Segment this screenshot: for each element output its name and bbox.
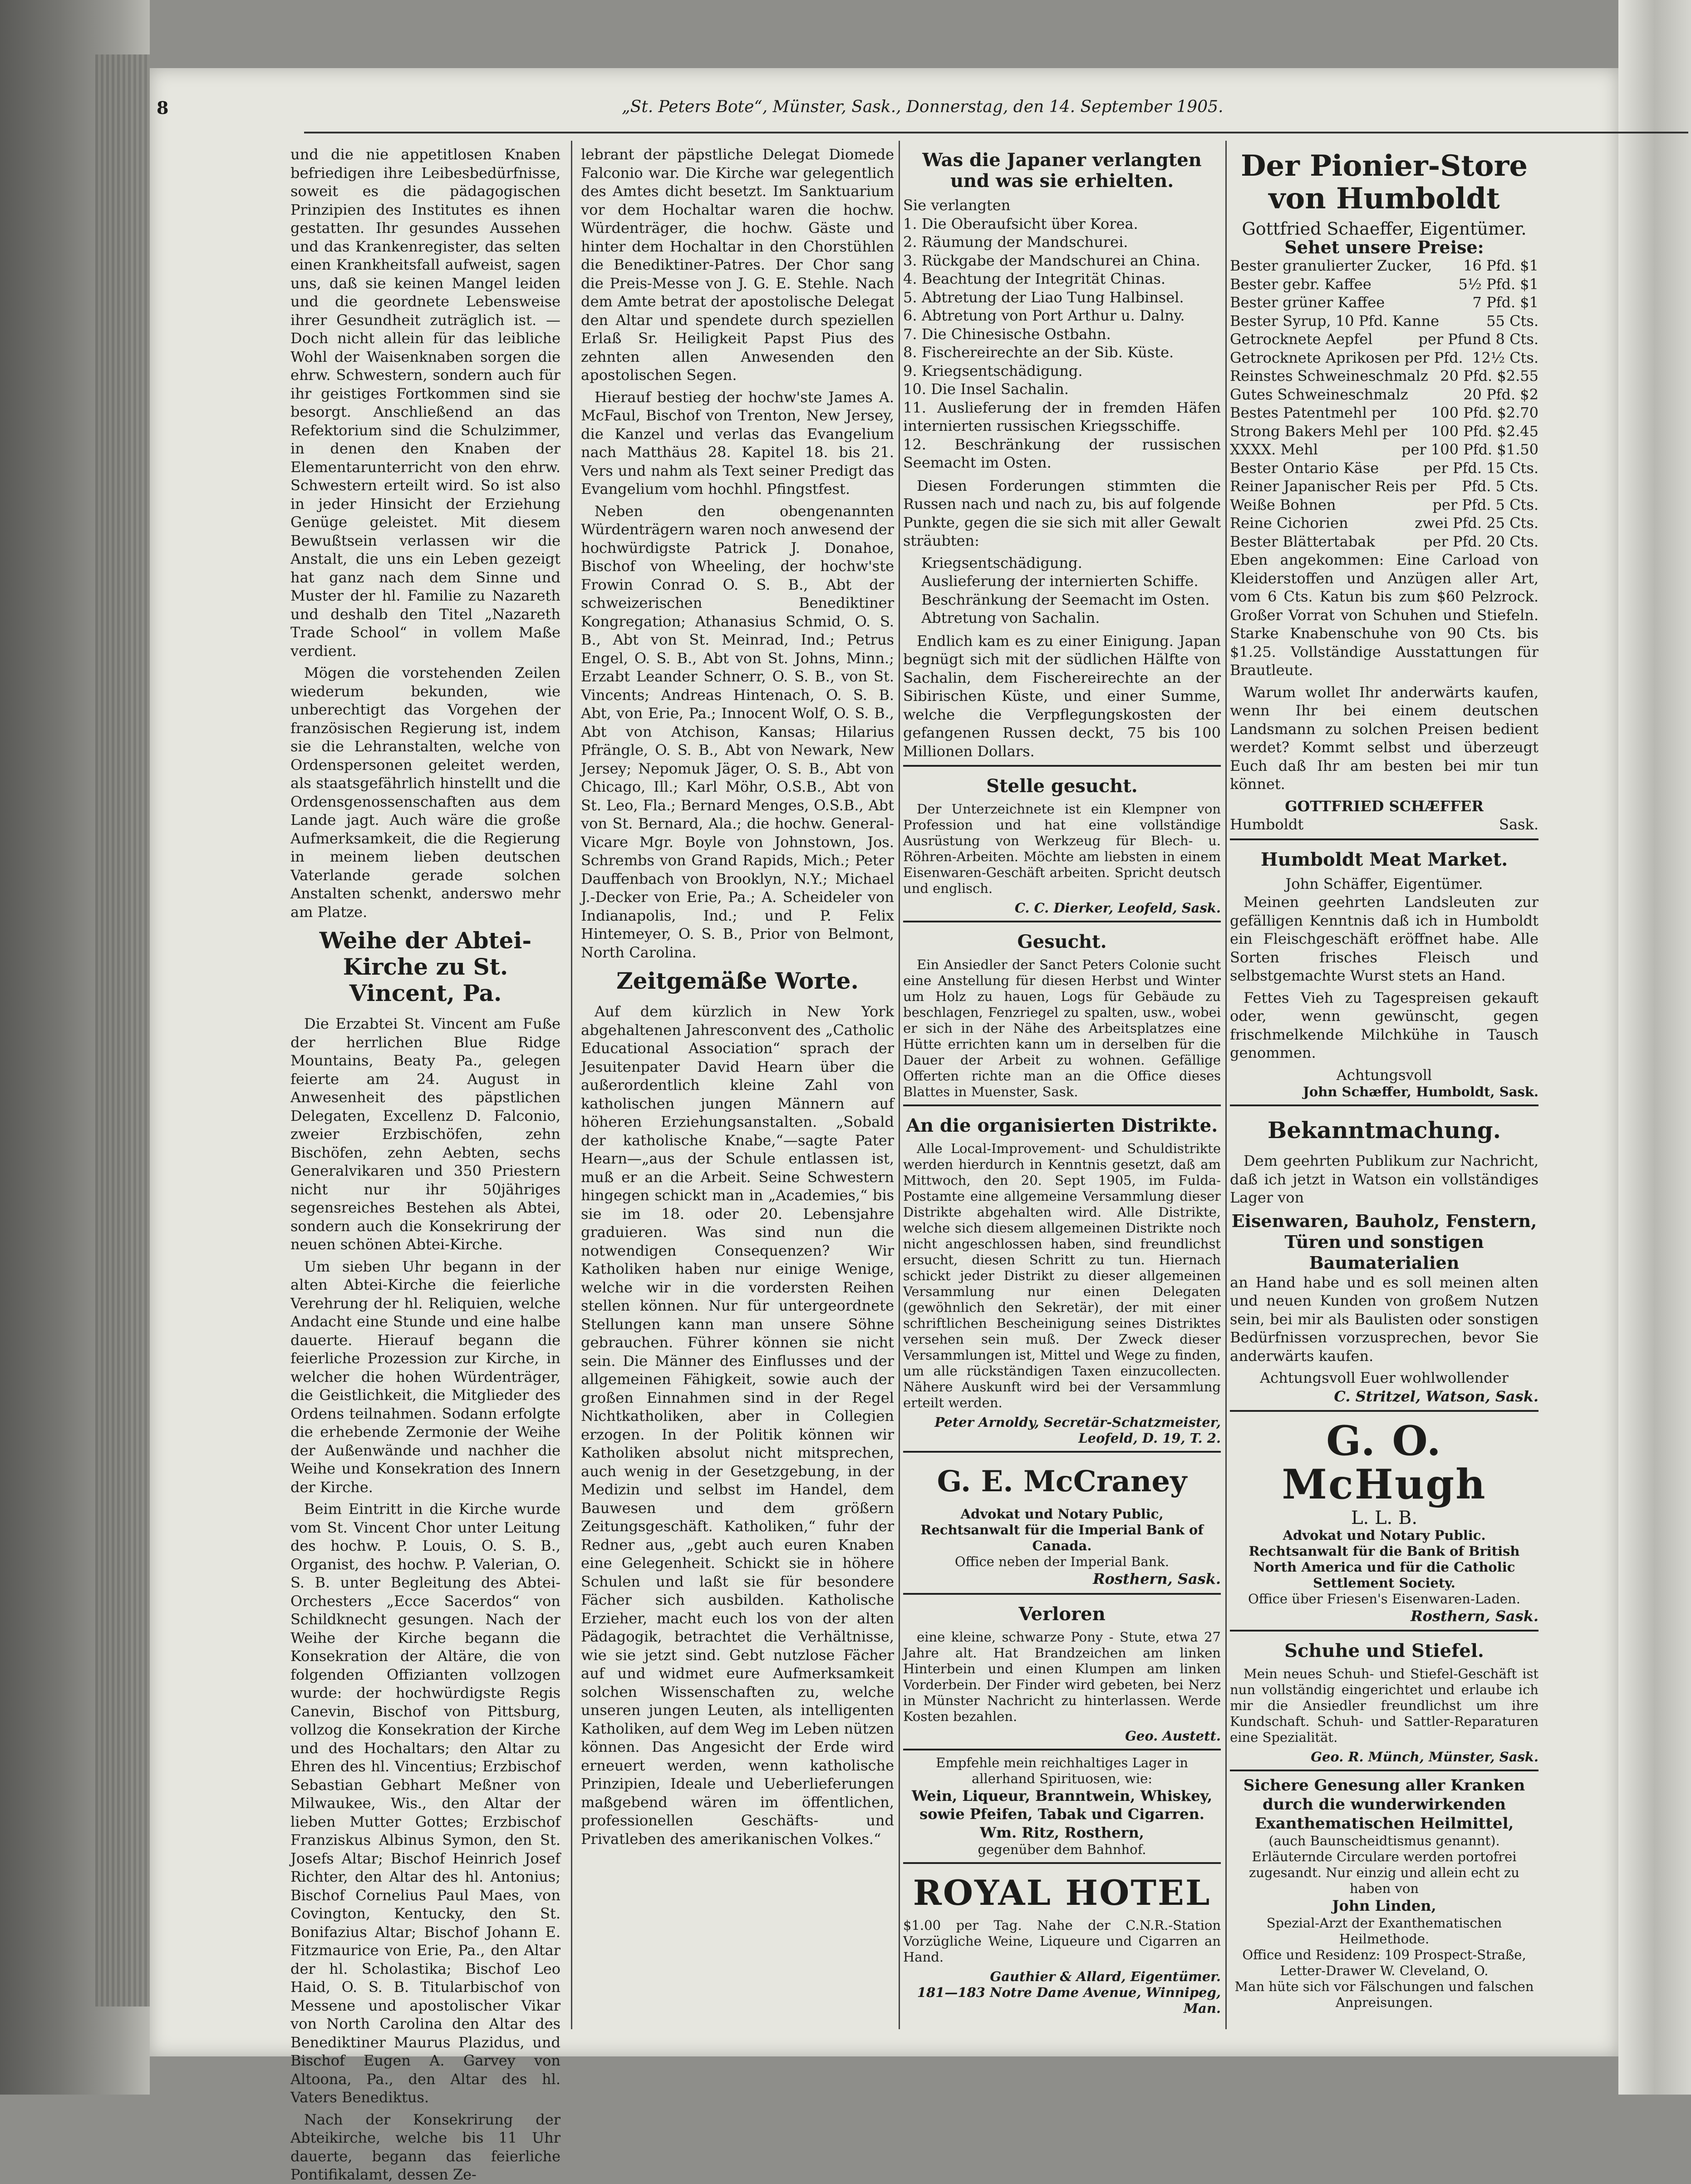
ad-line: gegenüber dem Bahnhof. [978,1842,1146,1857]
header-rule [304,132,1688,133]
ad-stelle-gesucht [903,765,1221,916]
list-item: Kriegsentschädigung. [921,554,1082,572]
ad-heading: Gesucht. [1017,931,1107,952]
ad-line: Gottfried Schaeffer, Eigentümer. [1242,219,1527,239]
ad-text: Dem geehrten Publikum zur Nachricht, daß ich jetzt in Watson ein vollständiges Lager von [1230,1152,1539,1206]
ad-line: Spezial-Arzt der Exanthematischen Heilmethode. [1266,1915,1502,1947]
column-4 [1230,145,1539,2029]
ad-line: Wein, Liqueur, Branntwein, Whiskey, sowie Pfeifen, Tabak und Cigarren. [911,1787,1213,1823]
ad-signature: John Linden, [1332,1897,1436,1914]
ad-heading: Verloren [1018,1603,1106,1625]
ad-royal-hotel [903,1862,1221,2016]
list-item: 2. Räumung der Mandschurei. [903,233,1128,251]
ad-heading: An die organisierten Distrikte. [906,1115,1218,1136]
ad-signature: GOTTFRIED SCHÆFFER [1285,797,1484,815]
list-item: 10. Die Insel Sachalin. [903,380,1069,398]
ad-line: Office über Friesen's Eisenwaren-Laden. [1248,1591,1520,1607]
list-item: 9. Kriegsentschädigung. [903,362,1083,380]
list-item: 11. Auslieferung der in fremden Häfen internierten russischen Kriegsschiffe. [903,399,1221,434]
column-rule [1225,141,1227,2029]
list-item: 1. Die Oberaufsicht über Korea. [903,215,1138,232]
paragraph: Hierauf bestieg der hochw'ste James A. McFaul, Bischof von Trenton, New Jersey, die Kanzel und verlas das Evangelium nach Matthäus 28. Kapitel 18. bis 21. Vers und nahm als Text seiner Predigt das Evangelium vom hochhl. Pfingstfest. [581,388,894,498]
article-heading: Was die Japaner verlangten und was sie erhielten. [922,149,1202,192]
paragraph: Diesen Forderungen stimmten die Russen nach und nach zu, bis auf folgende Punkte, gegen die sie sich mit aller Gewalt sträubten: [903,477,1221,549]
paragraph: Auf dem kürzlich in New York abgehaltenen Jahresconvent des „Catholic Educational Association“ sprach der Jesuitenpater David Hearn über die außerordentlich kleine Zahl von katholischen jungen Männern auf höheren Erziehungsanstalten. „Sobald der katholische Knabe,“—sagte Pater Hearn—„aus der Schule entlassen ist, muß er an die Arbeit. Seine Schwestern hingegen schickt man in „Academies,“ bis sie im 18. oder 20. Lebensjahre graduieren. Was sind nun die notwendigen Consequenzen? Wir Katholiken haben nur einige Wenige, welche wir in die vordersten Reihen stellen können. Nur für untergeordnete Stellungen kann man unsere Söhne gebrauchen. Führer können sie nicht sein. Die Männer des Einflusses und der allgemeinen Fähigkeit, sowie auch der großen Einnahmen sind in der Regel Nichtkatholiken, aber in Collegien erzogen. In der Politik können wir Katholiken absolut nicht mitsprechen, auch wenig in der Gesetzgebung, in der Medizin und selbst im Handel, dem Bauwesen und dem größern Zeitungsgeschäft. Katholiken,“ fuhr der Redner aus, „gebt auch euren Knaben eine Gelegenheit. Schickt sie in höhere Schulen und laßt sie für besondere Fächer sich ausbilden. Katholische Erzieher, macht euch los von der alten Pädagogik, betrachtet die Verhältnisse, wie sie jetzt sind. Gebt nutzlose Fächer auf und widmet eure Aufmerksamkeit solchen Wissenschaften zu, welche unseren jungen Leuten, als intelligenten Katholiken, auf dem Weg im Leben nützen können. Das Angesicht der Erde wird erneuert werden, wenn katholische Prinzipien, Ideale und Ueberlieferungen maßgebend wären im öffentlichen, professionellen Geschäfts- und Privatleben des amerikanischen Volkes.“ [581,1003,894,1848]
ad-line: Erläuternde Circulare werden portofrei zugesandt. Nur einzig und allein echt zu haben von [1249,1849,1519,1896]
price-row: Strong Bakers Mehl per 100 Pfd. $2.45 [1230,422,1539,440]
ad-text: Der Unterzeichnete ist ein Klempner von Profession und hat eine vollständige Ausrüstung von Werkzeug für Blech- u. Röhren-Arbeiten. Möchte am liebsten in einem Eisenwaren-Geschäft arbeiten. Spricht deutsch und englisch. [903,801,1221,896]
price-row: Getrocknete Aepfel per Pfund 8 Cts. [1230,330,1539,348]
paragraph: und die nie appetitlosen Knaben befriedigen ihre Leibesbedürfnisse, soweit es die pädagogischen Prinzipien des Institutes es ihnen gestatten. Ihr gesundes Aussehen und das Krankenregister, das selten einen Krankheitsfall aufweist, sagen uns, daß sie keinen Mangel leiden und die geordnete Lebensweise ihrer Gesundheit zuträglich ist. — Doch nicht allein für das leibliche Wohl der Waisenknaben sorgen die ehrw. Schwestern, sondern auch für ihr geistiges Fortkommen sind sie besorgt. Anschließend an das Refektorium sind die Schulzimmer, in denen den Knaben der Elementarunterricht von den ehrw. Schwestern erteilt wird. So ist also in jeder Hinsicht der Erziehung Genüge geleistet. Mit diesem Bewußtsein verlassen wir die Anstalt, die uns ein Leben gezeigt hat ganz nach dem Sinne und Muster der hl. Familie zu Nazareth und deshalb den Titel „Nazareth Trade School“ in vollem Maße verdient. [290,146,560,660]
list-item: 3. Rückgabe der Mandschurei an China. [903,251,1200,269]
article-heading: Weihe der Abtei-Kirche zu St. Vincent, Pa. [319,927,532,1006]
list-item: 6. Abtretung von Port Arthur u. Dalny. [903,307,1185,324]
list-item: Abtretung von Sachalin. [921,609,1100,626]
ad-signature: John Schæffer, Humboldt, Sask. [1303,1084,1539,1099]
ad-line: Rechtsanwalt für die Imperial Bank of Canada. [920,1522,1204,1553]
ad-text: eine kleine, schwarze Pony - Stute, etwa 27 Jahre alt. Hat Brandzeichen am linken Hinterbein und einen Klumpen am linken Vorderbein. Der Finder wird gebeten, bei Nerz in Münster Nachricht zu hinterlassen. Werde Kosten bezahlen. [903,1629,1221,1724]
list-item: 5. Abtretung der Liao Tung Halbinsel. [903,288,1184,306]
price-row: XXXX. Mehl per 100 Pfd. $1.50 [1230,441,1539,458]
price-row: Getrocknete Aprikosen per Pfd. 12½ Cts. [1230,349,1539,366]
ad-signature: Gauthier & Allard, Eigentümer. [990,1969,1221,1984]
list-item: Beschränkung der Seemacht im Osten. [921,591,1210,608]
ad-line: Office neben der Imperial Bank. [954,1554,1170,1569]
paragraph: lebrant der päpstliche Delegat Diomede Falconio war. Die Kirche war gelegentlich des Amtes dicht besetzt. Im Sanktuarium vor dem Hochaltar waren die hochw. Würdenträger, die hochw. Gäste und hinter dem Hochaltar in den Chorstühlen die Benediktiner-Patres. Der Chor sang die Preis-Messe von J. G. E. Stehle. Nach dem Amte betrat der apostolische Delegat den Altar und spendete durch speziellen Erlaß Sr. Heiligkeit Papst Pius des zehnten allen Anwesenden den apostolischen Segen. [581,146,894,384]
ad-mchugh [1230,1410,1539,1625]
price-row: Bester grüner Kaffee 7 Pfd. $1 [1230,294,1539,311]
ad-signature: Geo. R. Münch, Münster, Sask. [1311,1749,1539,1765]
ad-text: an Hand habe und es soll meinen alten und neuen Kunden von großem Nutzen sein, bei mir als Baulisten oder sonstigen Bedürfnissen vorzusprechen, bevor Sie anderwärts kaufen. [1230,1273,1539,1365]
price-row: Bester gebr. Kaffee 5½ Pfd. $1 [1230,275,1539,293]
ad-line: (auch Baunscheidtismus genannt). [1268,1833,1500,1849]
ad-signature: C. C. Dierker, Leofeld, Sask. [1014,900,1221,916]
ad-heading: Humboldt Meat Market. [1260,848,1508,870]
ad-gesucht [903,921,1221,1100]
paragraph: Neben den obengenannten Würdenträgern waren noch anwesend der hochwürdigste Patrick J. Donahoe, Bischof von Wheeling, der hochw'ste Frowin Conrad O. S. B., Abt der schweizerischen Benediktiner Kongregation; Athanasius Schmid, O. S. B., Abt von St. Meinrad, Ind.; Petrus Engel, O. S. B., Abt von St. Johns, Minn.; Erzabt Leander Schnerr, O. S. B., von St. Vincents; Andreas Hintenach, O. S. B. Abt, von Erie, Pa.; Innocent Wolf, O. S. B., Abt von Atchison, Kansas; Hilarius Pfrängle, O. S. B., Abt von Newark, New Jersey; Nepomuk Jäger, O. S. B., Abt von Chicago, Ill.; Karl Möhr, O.S.B., Abt von St. Leo, Fla.; Bernard Menges, O.S.B., Abt von St. Bernard, Ala.; die hochw. General-Vicare Mgr. Boyle von Johnstown, Jos. Schrembs von Grand Rapids, Mich.; Peter Dauffenbach von Brooklyn, N.Y.; Michael J.-Decker von Erie, Pa.; A. Scheideler von Indianapolis, Ind.; und P. Felix Hintemeyer, O. S. B., Prior von Belmont, North Carolina. [581,502,894,961]
ad-verloren [903,1593,1221,1744]
list-item: 12. Beschränkung der russischen Seemacht im Osten. [903,435,1221,471]
ad-line: Rosthern, Sask. [1093,1570,1221,1587]
ad-name: Der Pionier-Store von Humboldt [1240,149,1528,216]
page-number: 8 [157,98,169,118]
ad-line: Eisenwaren, Bauholz, Fenstern, Türen und sonstigen Baumaterialien [1231,1210,1537,1273]
ad-heading: Sichere Genesung aller Kranken durch die wunderwirkenden Exanthematischen Heilmittel, [1243,1776,1525,1833]
ad-bekanntmachung [1230,1104,1539,1405]
price-row: Bester Syrup, 10 Pfd. Kanne 55 Cts. [1230,312,1539,330]
ad-signature: Sask. [1499,816,1539,833]
demands-list [903,215,1221,472]
ad-line: Sehet unsere Preise: [1284,237,1484,257]
price-row: Gutes Schweineschmalz 20 Pfd. $2 [1230,385,1539,403]
ad-line: Achtungsvoll [1336,1066,1432,1084]
ad-line: Man hüte sich vor Fälschungen und falschen Anpreisungen. [1234,1978,1534,2010]
paragraph: Die Erzabtei St. Vincent am Fuße der herrlichen Blue Ridge Mountains, Beaty Pa., gelegen feierte am 24. August in Anwesenheit des päpstlichen Delegaten, Excellenz D. Falconio, zweier Erzbischöfen, zehn Bischöfen, zehn Aebten, sechs Generalvikaren und 350 Priestern nicht nur ihr 50jähriges segensreiches Bestehen als Abtei, sondern auch die Konsekrirung der neuen schönen Abtei-Kirche. [290,1015,560,1253]
ad-text: $1.00 per Tag. Nahe der C.N.R.-Station Vorzügliche Weine, Liqueure und Cigarren an Hand. [903,1918,1221,1965]
ad-schuhe [1230,1630,1539,1765]
list-item: 4. Beachtung der Integrität Chinas. [903,270,1166,287]
page-header [157,98,1224,120]
facing-page-edge [1618,0,1691,2095]
ad-line: Wm. Ritz, Rosthern, [980,1824,1144,1841]
intro-line: Sie verlangten [903,197,1011,214]
ad-text: Mein neues Schuh- und Stiefel-Geschäft ist nun vollständig eingerichtet und erlaube ich mir die Ansiedler freundlichst um ihre Kundschaft. Schuh- und Sattler-Reparaturen eine Spezialität. [1230,1666,1539,1745]
price-row: Bester Blättertabak per Pfd. 20 Cts. [1230,532,1539,550]
column-1 [290,145,560,2183]
ad-line: Advokat und Notary Public. [1283,1527,1486,1543]
column-3 [903,145,1221,2029]
price-list [1230,256,1539,551]
masthead: „St. Peters Bote“, Münster, Sask., Donnerstag, den 14. September 1905. [622,98,1224,116]
ad-line: John Schäffer, Eigentümer. [1285,875,1483,892]
refused-list [903,554,1221,627]
price-row: Reinstes Schweineschmalz 20 Pfd. $2.55 [1230,367,1539,385]
ad-text: Meinen geehrten Landsleuten zur gefälligen Kenntnis daß ich in Humboldt ein Fleischgeschäft eröffnet habe. Alle Sorten frisches Fleisch und selbstgemachte Wurst stets an Hand. [1230,893,1539,984]
ad-line: Advokat und Notary Public, [960,1506,1164,1522]
article-heading: Zeitgemäße Worte. [616,967,859,994]
ad-heading: Schuhe und Stiefel. [1284,1640,1484,1661]
paragraph: Beim Eintritt in die Kirche wurde vom St. Vincent Chor unter Leitung des hochw. P. Louis, O. S. B., Organist, des hochw. P. Valerian, O. S. B. unter Begleitung des Abtei-Orchesters „Ecce Sacerdos“ von Schildknecht gesungen. Nach der Weihe der Kirche begann die Konsekration der Altäre, die von folgenden Offizianten vollzogen wurde: der hochwürdigste Regis Canevin, Bischof von Pittsburg, vollzog die Konsekration der Kirche und des Hochaltars; den Altar zu Ehren des hl. Vincentius; Erzbischof Sebastian Gebhart Meßner von Milwaukee, Wis., den Altar der lieben Mutter Gottes; Erzbischof Franziskus Albinus Symon, den St. Josefs Altar; Bischof Heinrich Josef Richter, den Altar des hl. Antonius; Bischof Cornelius Paul Maes, von Covington, Kentucky, den St. Bonifazius Altar; Bischof Johann E. Fitzmaurice von Erie, Pa., den Altar der hl. Scholastika; Bischof Leo Haid, O. S. B. Titularbischof von Messene und apostolischer Vikar von North Carolina den Altar des Benediktiner Maurus Plazidus, und Bischof Eugen A. Garvey von Altoona, Pa., den Altar des hl. Vaters Benediktus. [290,1500,560,2106]
ad-signature: C. Stritzel, Watson, Sask. [1334,1387,1539,1405]
column-rule [571,141,572,2029]
ad-distrikte [903,1104,1221,1446]
price-row: Bestes Patentmehl per 100 Pfd. $2.70 [1230,404,1539,421]
ad-name: G. O. McHugh [1282,1417,1487,1509]
price-row: Reiner Japanischer Reis per Pfd. 5 Cts. [1230,478,1539,495]
ad-pionier-store [1230,150,1539,834]
ad-heading: Stelle gesucht. [986,775,1138,797]
ad-line: Achtungsvoll Euer wohlwollender [1260,1369,1509,1386]
ad-wm-ritz [903,1749,1221,1858]
ad-text: Fettes Vieh zu Tagespreisen gekauft oder, wenn gewünscht, gegen frischmelkende Milchkühe in Tausch genommen. [1230,989,1539,1061]
paragraph: Mögen die vorstehenden Zeilen wiederum bekunden, wie unberechtigt das Vorgehen der französischen Regierung ist, indem sie die Lehranstalten, welche von Ordenspersonen geleitet werden, als staatsgefährlich hinstellt und die Ordensgenossenschaften aus dem Lande jagt. Auch wäre die große Aufmerksamkeit, die die Regierung in meinem lieben deutschen Vaterlande gerade solchen Anstalten schenkt, anderswo mehr am Platze. [290,664,560,921]
paragraph: Um sieben Uhr begann in der alten Abtei-Kirche die feierliche Verehrung der hl. Reliquien, welche Andacht eine Stunde und eine halbe dauerte. Hierauf begann die feierliche Prozession zur Kirche, in welcher die hohen Würdenträger, die Geistlichkeit, die Mitglieder des Ordens teilnahmen. Sodann erfolgte die erhebende Zermonie der Weihe der Außenwände und nachher die Weihe und Konsekration des Innern der Kirche. [290,1257,560,1496]
ad-line: Office und Residenz: 109 Prospect-Straße, Letter-Drawer W. Cleveland, O. [1242,1947,1526,1978]
ad-meat-market [1230,838,1539,1100]
ad-line: Rechtsanwalt für die Bank of British North America und für die Catholic Settlement Society. [1249,1543,1520,1591]
page-edges [95,54,150,2007]
ad-text: Warum wollet Ihr anderwärts kaufen, wenn Ihr bei einem deutschen Landsmann zu solchen Preisen bedient werdet? Kommt selbst und überzeugt Euch daß Ihr am besten bei mir tun könnet. [1230,683,1539,793]
column-2 [581,145,894,2029]
ad-text: Ein Ansiedler der Sanct Peters Colonie sucht eine Anstellung für diesen Herbst und Winter um Holz zu hauen, Logs für Gebäude zu beschlagen, Fenzriegel zu spalten, usw., wobei er sich in der Nähe des Arbeitsplatzes eine Hütte errichten kann um in derselben für die Dauer der Arbeit zu wohnen. Gefällige Offerten richte man an die Office dieses Blattes in Muenster, Sask. [903,957,1221,1099]
paragraph: Endlich kam es zu einer Einigung. Japan begnügt sich mit der südlichen Hälfte von Sachalin, dem Fischereirechte an der Sibirischen Küste, und einer Summe, welche die Verpflegungskosten der gefangenen Russen deckt, 75 bis 100 Millionen Dollars. [903,632,1221,760]
ad-signature-row [1230,815,1539,834]
ad-line: L. L. B. [1351,1508,1418,1528]
paragraph: Nach der Konsekrirung der Abteikirche, welche bis 11 Uhr dauerte, begann das feierliche Pontifikalamt, dessen Ze- [290,2110,560,2183]
ad-line: Rosthern, Sask. [1411,1607,1539,1625]
ad-line: Empfehle mein reichhaltiges Lager in allerhand Spirituosen, wie: [936,1755,1188,1786]
ad-signature: Geo. Austett. [1125,1728,1221,1744]
ad-name: ROYAL HOTEL [913,1873,1211,1913]
ad-signature: 181—183 Notre Dame Avenue, Winnipeg, Man. [917,1985,1221,2016]
ad-signature: Humboldt [1230,816,1304,833]
ad-name: G. E. McCraney [937,1464,1187,1499]
ad-heading: Bekanntmachung. [1267,1117,1501,1144]
ad-signature: Peter Arnoldy, Secretär-Schatzmeister, Leofeld, D. 19, T. 2. [934,1415,1221,1446]
price-row: Bester granulierter Zucker, 16 Pfd. $1 [1230,257,1539,274]
price-row: Reine Cichorien zwei Pfd. 25 Cts. [1230,514,1539,532]
ad-mccraney [903,1451,1221,1588]
ad-genesung [1230,1770,1539,2011]
list-item: 7. Die Chinesische Ostbahn. [903,325,1111,343]
list-item: 8. Fischereirechte an der Sib. Küste. [903,344,1174,361]
price-row: Weiße Bohnen per Pfd. 5 Cts. [1230,496,1539,513]
ad-text: Alle Local-Improvement- und Schuldistrikte werden hierdurch in Kenntnis gesetzt, daß am Mittwoch, den 20. Sept 1905, im Fulda-Postamte eine allgemeine Versammlung dieser Distrikte abgehalten wird. Alle Distrikte, welche sich diesem allgemeinen Distrikte noch nicht angeschlossen haben, sind freundlichst ersucht, diesen Schritt zu tun. Hiernach schickt jeder Distrikt zu dieser allgemeinen Versammlung nur einen Delegaten (gewöhnlich den Sekretär), der mit einer schriftlichen Bescheinigung seines Distriktes versehen sein muß. Der Zweck dieser Versammlungen ist, Mittel und Wege zu finden, um alle rückständigen Taxen einzucollecten. Nähere Auskunft wird bei der Versammlung erteilt werden. [903,1141,1221,1410]
ad-text: Eben angekommen: Eine Carload von Kleiderstoffen und Anzügen aller Art, vom 6 Cts. Katun bis zum $60 Pelzrock. Großer Vorrat von Schuhen und Stiefeln. Starke Knabenschuhe von 90 Cts. bis $1.25. Vollständige Ausstattungen für Brautleute. [1230,551,1539,679]
price-row: Bester Ontario Käse per Pfd. 15 Cts. [1230,459,1539,477]
column-rule [899,141,900,2029]
list-item: Auslieferung der internierten Schiffe. [921,572,1199,590]
